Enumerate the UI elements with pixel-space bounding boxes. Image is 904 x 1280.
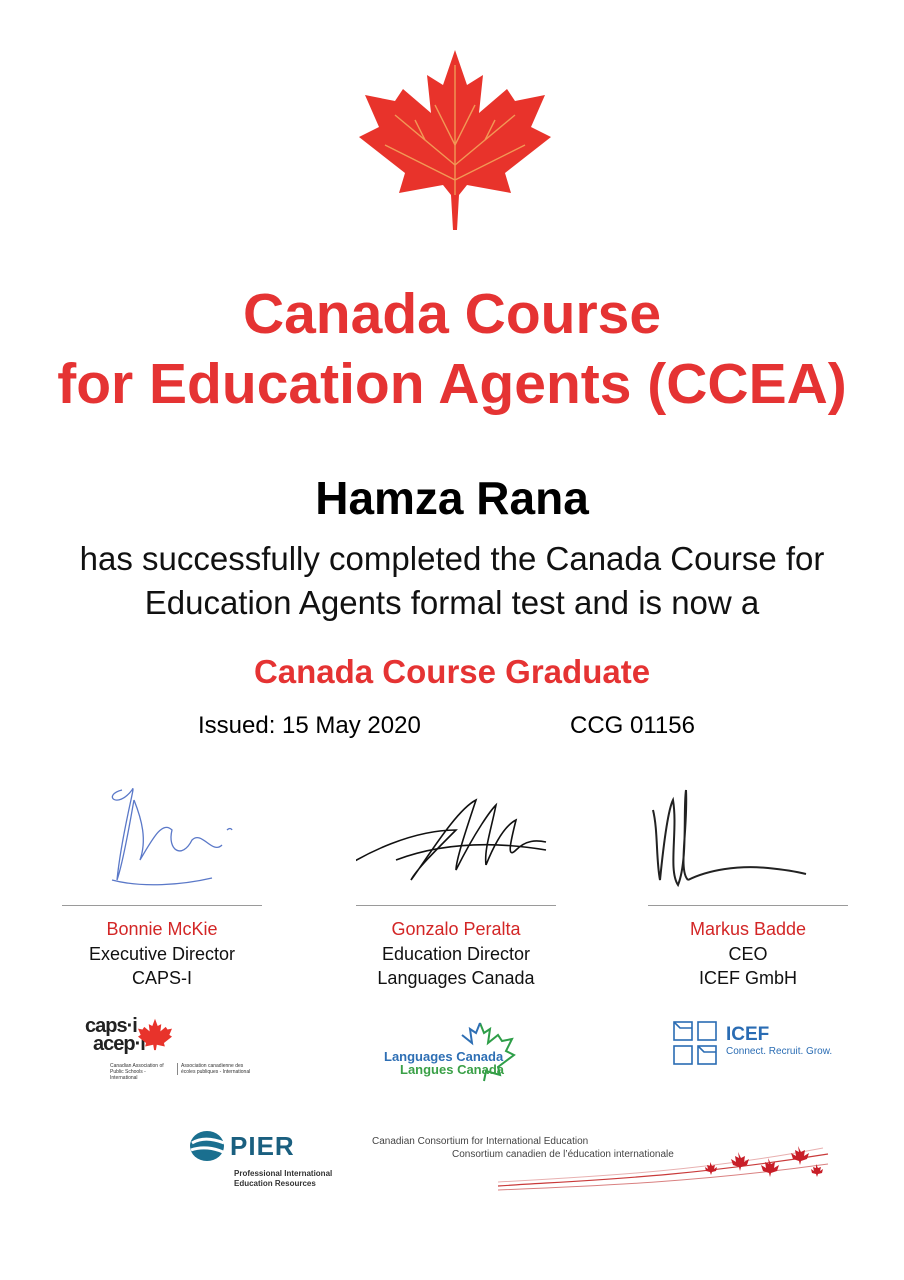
- signatory-role: CEO: [728, 944, 768, 964]
- signatory-org: Languages Canada: [377, 968, 535, 988]
- signatory-org: CAPS-I: [131, 968, 192, 988]
- pier-swirl-icon: [188, 1129, 226, 1163]
- recipient-name: Hamza Rana: [315, 472, 589, 524]
- signature-bonnie-mckie: [62, 770, 262, 900]
- signatory-org: ICEF GmbH: [698, 968, 797, 988]
- signature-line-3: [648, 905, 848, 906]
- signatory-role: Executive Director: [88, 944, 236, 964]
- maple-leaf-icon: [355, 45, 555, 235]
- signatory-name: Markus Badde: [689, 919, 807, 939]
- signature-markus-badde: [648, 770, 848, 900]
- certificate-number: CCG 01156: [570, 712, 695, 739]
- icef-logo: ICEF Connect. Recruit. Grow.: [672, 1020, 842, 1070]
- designation-title: Canada Course Graduate: [253, 653, 651, 690]
- signature-line-2: [356, 905, 556, 906]
- issue-date: Issued: 15 May 2020: [198, 712, 421, 739]
- certificate-title-line1: Canada Course: [242, 282, 662, 346]
- completion-text-line1: has successfully completed the Canada Course for: [79, 540, 825, 577]
- pier-logo: PIER Professional International Education Resources: [188, 1125, 348, 1195]
- maple-leaves-ribbon: [498, 1140, 838, 1198]
- signatory-name: Bonnie McKie: [106, 919, 218, 939]
- certificate-title-line2: for Education Agents (CCEA): [57, 352, 847, 416]
- caps-i-logo: caps·i acep·i Canadian Association of Public Schools - International Association canadienne des écoles publiques - International: [85, 1015, 251, 1081]
- languages-canada-logo: Languages Canada Langues Canada: [380, 1015, 540, 1085]
- maple-leaf-icon: [137, 1017, 173, 1051]
- ccie-logo: Canadian Consortium for International Education Consortium canadien de l’éducation internationale: [368, 1132, 838, 1202]
- signature-line-1: [62, 905, 262, 906]
- cubes-icon: [672, 1020, 720, 1066]
- signatory-role: Education Director: [381, 944, 531, 964]
- completion-text-line2: Education Agents formal test and is now a: [144, 584, 760, 621]
- signature-gonzalo-peralta: [356, 770, 556, 900]
- signatory-name: Gonzalo Peralta: [391, 919, 521, 939]
